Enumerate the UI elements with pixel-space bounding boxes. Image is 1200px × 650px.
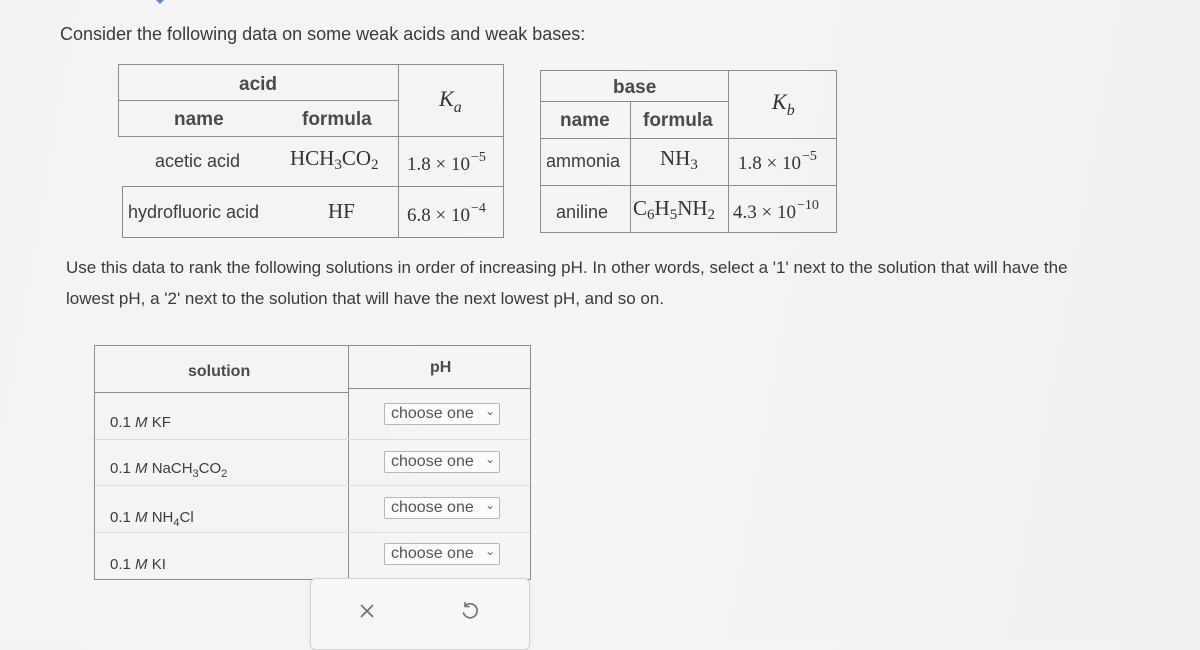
close-icon[interactable] bbox=[140, 0, 180, 10]
base-col-formula: formula bbox=[643, 110, 713, 131]
chevron-down-icon: ⌄ bbox=[484, 544, 495, 558]
solution-row-label: 0.1 M $NaCH_3CO_2$ bbox=[110, 460, 228, 480]
x-icon[interactable] bbox=[349, 593, 385, 629]
base-row-name: aniline bbox=[556, 202, 609, 222]
base-row-formula: $C_6H_5NH_2$ bbox=[633, 196, 716, 223]
base-row-kb: $1.8 \times 10^{-5}$ bbox=[738, 149, 817, 174]
instruction-line-2: lowest pH, a '2' next to the solution that will have the next lowest pH, and so on. bbox=[66, 289, 665, 308]
chevron-down-icon: ⌄ bbox=[484, 498, 495, 512]
acid-row-formula: $HCH_3CO_2$ bbox=[290, 146, 379, 173]
solution-row-label: 0.1 M KF bbox=[110, 414, 171, 431]
instruction-line-1: Use this data to rank the following solutions in order of increasing pH. In other words, select a '1' next to the solution that will have the bbox=[66, 258, 1068, 277]
chevron-down-icon: ⌄ bbox=[484, 452, 495, 466]
acid-col-ka: $K_a$ bbox=[439, 86, 462, 116]
ph-col-header: pH bbox=[430, 359, 452, 376]
acid-row-ka: $6.8 \times 10^{-4}$ bbox=[407, 201, 486, 226]
solution-row-label: 0.1 M KI bbox=[110, 556, 166, 573]
acid-col-name: name bbox=[174, 109, 224, 130]
base-group-header: base bbox=[613, 77, 657, 98]
acid-row-ka: $1.8 \times 10^{-5}$ bbox=[407, 150, 486, 175]
chevron-down-icon: ⌄ bbox=[484, 404, 495, 418]
question-intro: Consider the following data on some weak acids and weak bases: bbox=[60, 24, 586, 44]
acid-row-formula: HF bbox=[328, 199, 355, 223]
undo-icon[interactable] bbox=[451, 593, 487, 629]
base-row-formula: $NH_3$ bbox=[660, 146, 698, 173]
acid-row-name: hydrofluoric acid bbox=[128, 202, 260, 222]
acid-row-name: acetic acid bbox=[155, 151, 241, 171]
ph-rank-select[interactable]: choose one ⌄ bbox=[384, 543, 500, 565]
base-row-kb: $4.3 \times 10^{-10}$ bbox=[733, 198, 819, 223]
acid-col-formula: formula bbox=[302, 109, 372, 130]
ph-rank-select[interactable]: choose one ⌄ bbox=[384, 497, 500, 519]
base-col-name: name bbox=[560, 110, 610, 131]
solution-row-label: 0.1 M $NH_4Cl$ bbox=[110, 509, 194, 529]
ph-rank-select[interactable]: choose one ⌄ bbox=[384, 451, 500, 473]
solution-col-header: solution bbox=[188, 363, 251, 380]
ph-rank-select[interactable]: choose one ⌄ bbox=[384, 403, 500, 425]
base-row-name: ammonia bbox=[546, 151, 621, 171]
answer-toolbar bbox=[310, 578, 530, 650]
acid-group-header: acid bbox=[239, 74, 278, 95]
base-col-kb: $K_b$ bbox=[772, 89, 795, 119]
